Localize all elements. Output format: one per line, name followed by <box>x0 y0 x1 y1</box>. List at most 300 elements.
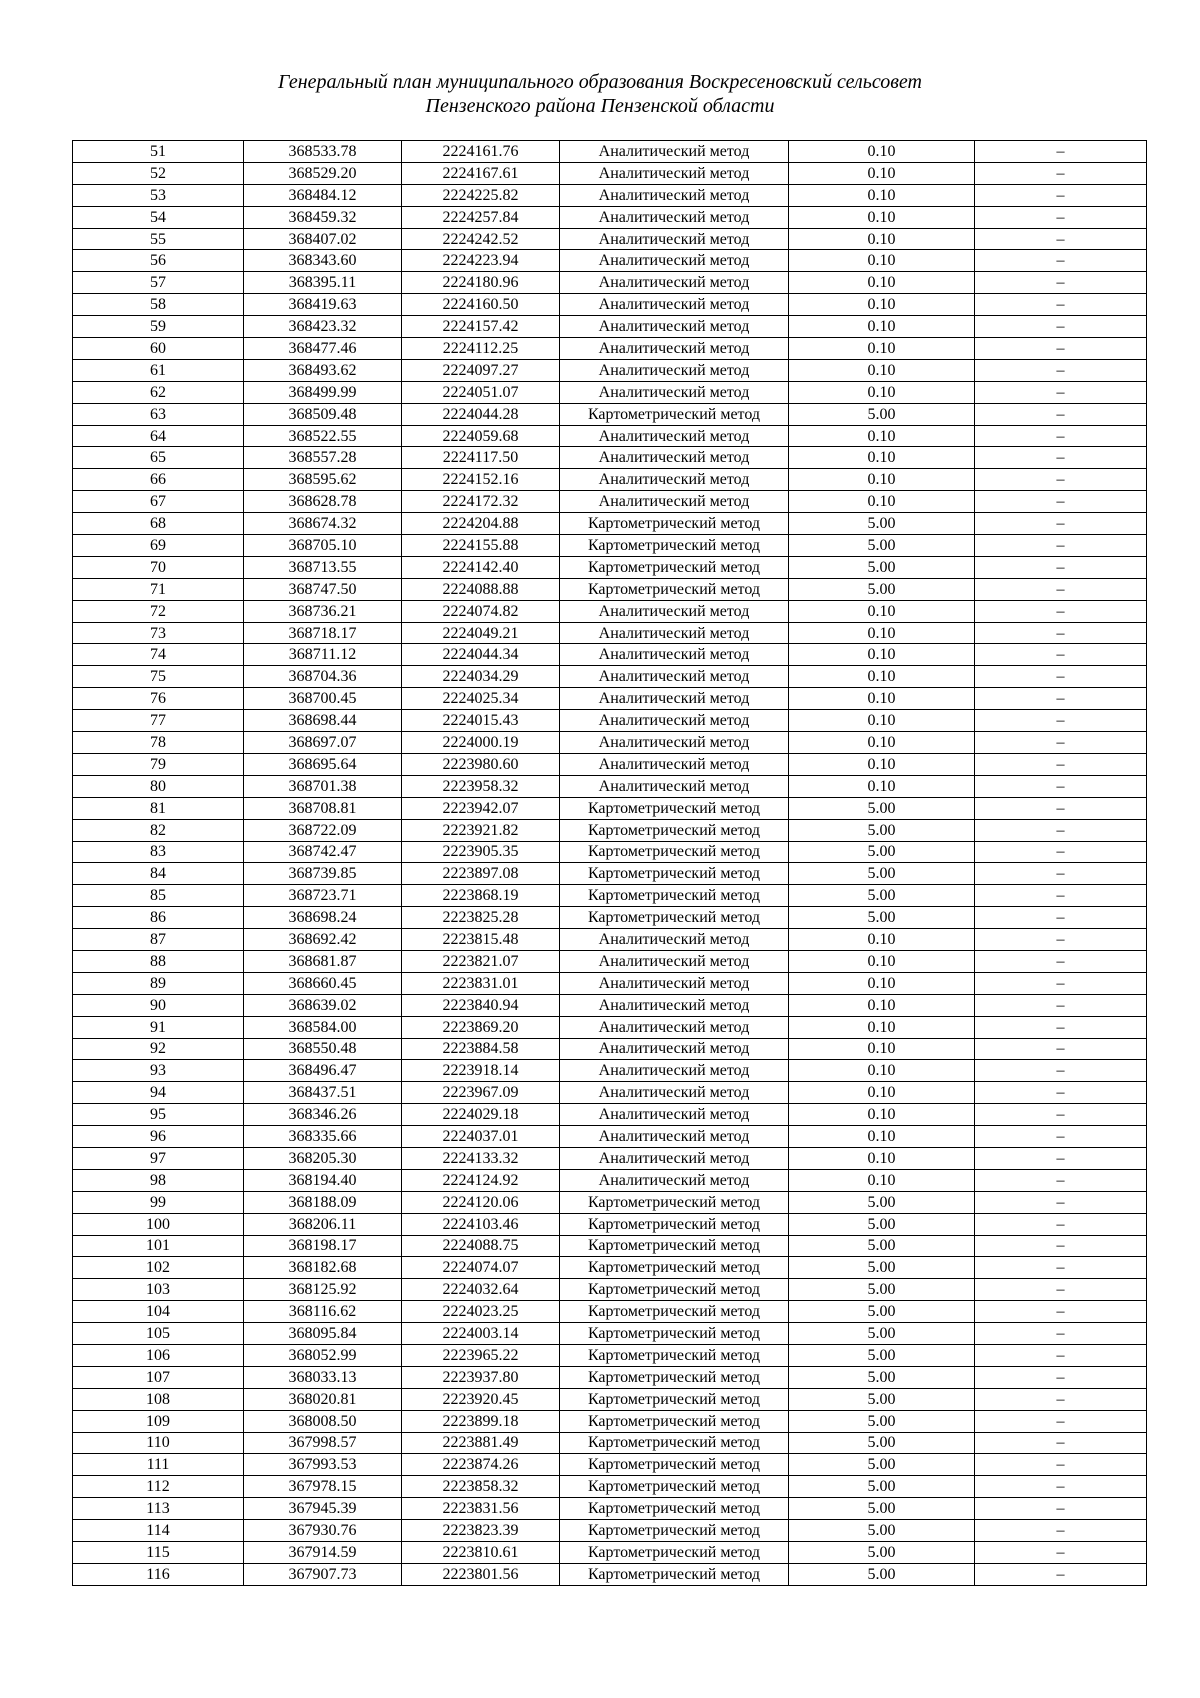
table-row <box>73 1366 1147 1388</box>
cell-note: – <box>975 1366 1147 1388</box>
cell-note: – <box>975 994 1147 1016</box>
cell-accuracy: 0.10 <box>789 972 975 994</box>
cell-coordinate-y: 2224157.42 <box>402 316 560 338</box>
cell-coordinate-x: 368346.26 <box>244 1104 402 1126</box>
cell-coordinate-y: 2223869.20 <box>402 1016 560 1038</box>
cell-method: Аналитический метод <box>560 294 789 316</box>
cell-method: Картометрический метод <box>560 578 789 600</box>
cell-note: – <box>975 622 1147 644</box>
cell-method: Аналитический метод <box>560 425 789 447</box>
cell-point-number: 99 <box>73 1191 244 1213</box>
cell-note: – <box>975 316 1147 338</box>
cell-coordinate-y: 2224172.32 <box>402 491 560 513</box>
cell-coordinate-y: 2223942.07 <box>402 797 560 819</box>
cell-coordinate-x: 368557.28 <box>244 447 402 469</box>
cell-note: – <box>975 600 1147 622</box>
cell-method: Аналитический метод <box>560 272 789 294</box>
cell-coordinate-y: 2223825.28 <box>402 907 560 929</box>
cell-accuracy: 5.00 <box>789 1498 975 1520</box>
cell-coordinate-x: 368522.55 <box>244 425 402 447</box>
cell-method: Аналитический метод <box>560 338 789 360</box>
cell-accuracy: 0.10 <box>789 1082 975 1104</box>
cell-accuracy: 5.00 <box>789 841 975 863</box>
cell-accuracy: 0.10 <box>789 250 975 272</box>
table-row <box>73 1279 1147 1301</box>
cell-accuracy: 0.10 <box>789 162 975 184</box>
cell-accuracy: 0.10 <box>789 228 975 250</box>
cell-method: Картометрический метод <box>560 535 789 557</box>
cell-point-number: 59 <box>73 316 244 338</box>
table-row <box>73 1016 1147 1038</box>
cell-accuracy: 0.10 <box>789 491 975 513</box>
cell-coordinate-x: 368008.50 <box>244 1410 402 1432</box>
cell-accuracy: 0.10 <box>789 775 975 797</box>
cell-note: – <box>975 1563 1147 1585</box>
cell-accuracy: 5.00 <box>789 1213 975 1235</box>
cell-coordinate-y: 2223810.61 <box>402 1542 560 1564</box>
cell-point-number: 93 <box>73 1060 244 1082</box>
cell-coordinate-y: 2224029.18 <box>402 1104 560 1126</box>
cell-point-number: 110 <box>73 1432 244 1454</box>
cell-note: – <box>975 1410 1147 1432</box>
cell-accuracy: 5.00 <box>789 535 975 557</box>
cell-coordinate-x: 368674.32 <box>244 513 402 535</box>
cell-note: – <box>975 206 1147 228</box>
cell-note: – <box>975 1126 1147 1148</box>
cell-accuracy: 5.00 <box>789 1410 975 1432</box>
cell-coordinate-y: 2224044.34 <box>402 644 560 666</box>
table-row <box>73 1235 1147 1257</box>
cell-coordinate-y: 2224204.88 <box>402 513 560 535</box>
cell-note: – <box>975 666 1147 688</box>
cell-method: Картометрический метод <box>560 1257 789 1279</box>
cell-note: – <box>975 1213 1147 1235</box>
cell-method: Аналитический метод <box>560 1147 789 1169</box>
cell-coordinate-x: 368509.48 <box>244 403 402 425</box>
cell-method: Картометрический метод <box>560 1301 789 1323</box>
cell-coordinate-y: 2223874.26 <box>402 1454 560 1476</box>
cell-point-number: 60 <box>73 338 244 360</box>
cell-coordinate-x: 368194.40 <box>244 1169 402 1191</box>
cell-method: Картометрический метод <box>560 1323 789 1345</box>
cell-point-number: 70 <box>73 556 244 578</box>
cell-coordinate-y: 2223897.08 <box>402 863 560 885</box>
cell-accuracy: 5.00 <box>789 797 975 819</box>
cell-coordinate-x: 367945.39 <box>244 1498 402 1520</box>
cell-coordinate-y: 2224180.96 <box>402 272 560 294</box>
cell-method: Картометрический метод <box>560 1410 789 1432</box>
cell-coordinate-x: 368484.12 <box>244 184 402 206</box>
cell-coordinate-x: 368639.02 <box>244 994 402 1016</box>
cell-accuracy: 0.10 <box>789 1169 975 1191</box>
table-row <box>73 994 1147 1016</box>
cell-method: Картометрический метод <box>560 819 789 841</box>
cell-point-number: 94 <box>73 1082 244 1104</box>
cell-accuracy: 5.00 <box>789 1542 975 1564</box>
cell-method: Картометрический метод <box>560 1213 789 1235</box>
cell-note: – <box>975 1323 1147 1345</box>
cell-method: Аналитический метод <box>560 359 789 381</box>
cell-point-number: 73 <box>73 622 244 644</box>
cell-coordinate-x: 367998.57 <box>244 1432 402 1454</box>
table-row <box>73 1213 1147 1235</box>
cell-method: Аналитический метод <box>560 447 789 469</box>
cell-accuracy: 0.10 <box>789 272 975 294</box>
cell-coordinate-x: 367914.59 <box>244 1542 402 1564</box>
cell-point-number: 67 <box>73 491 244 513</box>
cell-note: – <box>975 972 1147 994</box>
cell-note: – <box>975 1498 1147 1520</box>
cell-coordinate-y: 2223831.56 <box>402 1498 560 1520</box>
cell-coordinate-x: 368125.92 <box>244 1279 402 1301</box>
cell-coordinate-y: 2224015.43 <box>402 710 560 732</box>
cell-point-number: 86 <box>73 907 244 929</box>
cell-coordinate-y: 2223868.19 <box>402 885 560 907</box>
cell-coordinate-y: 2224000.19 <box>402 732 560 754</box>
cell-point-number: 57 <box>73 272 244 294</box>
table-row <box>73 1082 1147 1104</box>
cell-accuracy: 5.00 <box>789 819 975 841</box>
cell-coordinate-y: 2223921.82 <box>402 819 560 841</box>
cell-method: Картометрический метод <box>560 1476 789 1498</box>
cell-note: – <box>975 381 1147 403</box>
table-row <box>73 162 1147 184</box>
cell-coordinate-y: 2224225.82 <box>402 184 560 206</box>
cell-note: – <box>975 1257 1147 1279</box>
cell-coordinate-y: 2224152.16 <box>402 469 560 491</box>
table-row <box>73 1542 1147 1564</box>
cell-method: Картометрический метод <box>560 1388 789 1410</box>
cell-point-number: 108 <box>73 1388 244 1410</box>
cell-note: – <box>975 1060 1147 1082</box>
cell-point-number: 52 <box>73 162 244 184</box>
cell-method: Картометрический метод <box>560 1563 789 1585</box>
cell-note: – <box>975 929 1147 951</box>
cell-accuracy: 5.00 <box>789 1323 975 1345</box>
cell-method: Аналитический метод <box>560 1060 789 1082</box>
cell-accuracy: 0.10 <box>789 688 975 710</box>
cell-coordinate-y: 2224103.46 <box>402 1213 560 1235</box>
cell-method: Картометрический метод <box>560 556 789 578</box>
cell-coordinate-y: 2223918.14 <box>402 1060 560 1082</box>
cell-point-number: 54 <box>73 206 244 228</box>
cell-method: Картометрический метод <box>560 1191 789 1213</box>
cell-point-number: 101 <box>73 1235 244 1257</box>
cell-method: Аналитический метод <box>560 1038 789 1060</box>
cell-accuracy: 0.10 <box>789 644 975 666</box>
table-row <box>73 753 1147 775</box>
cell-coordinate-x: 368550.48 <box>244 1038 402 1060</box>
cell-point-number: 79 <box>73 753 244 775</box>
cell-point-number: 95 <box>73 1104 244 1126</box>
cell-coordinate-y: 2224088.88 <box>402 578 560 600</box>
cell-note: – <box>975 425 1147 447</box>
table-row <box>73 819 1147 841</box>
cell-coordinate-y: 2223881.49 <box>402 1432 560 1454</box>
cell-coordinate-y: 2224167.61 <box>402 162 560 184</box>
cell-point-number: 61 <box>73 359 244 381</box>
cell-coordinate-y: 2224257.84 <box>402 206 560 228</box>
cell-coordinate-x: 367907.73 <box>244 1563 402 1585</box>
cell-coordinate-y: 2224160.50 <box>402 294 560 316</box>
cell-coordinate-y: 2224037.01 <box>402 1126 560 1148</box>
table-row <box>73 1126 1147 1148</box>
table-row <box>73 1301 1147 1323</box>
cell-method: Аналитический метод <box>560 1126 789 1148</box>
cell-coordinate-y: 2224120.06 <box>402 1191 560 1213</box>
cell-note: – <box>975 447 1147 469</box>
cell-method: Аналитический метод <box>560 688 789 710</box>
table-row <box>73 381 1147 403</box>
table-row <box>73 1498 1147 1520</box>
cell-point-number: 112 <box>73 1476 244 1498</box>
table-row <box>73 1476 1147 1498</box>
cell-coordinate-x: 368496.47 <box>244 1060 402 1082</box>
cell-coordinate-y: 2224051.07 <box>402 381 560 403</box>
cell-coordinate-x: 368711.12 <box>244 644 402 666</box>
cell-note: – <box>975 907 1147 929</box>
table-row <box>73 929 1147 951</box>
cell-coordinate-x: 367930.76 <box>244 1520 402 1542</box>
cell-note: – <box>975 1235 1147 1257</box>
cell-method: Аналитический метод <box>560 1016 789 1038</box>
cell-coordinate-y: 2224025.34 <box>402 688 560 710</box>
cell-method: Аналитический метод <box>560 1082 789 1104</box>
cell-point-number: 96 <box>73 1126 244 1148</box>
cell-point-number: 104 <box>73 1301 244 1323</box>
cell-coordinate-x: 368747.50 <box>244 578 402 600</box>
table-row <box>73 1410 1147 1432</box>
cell-note: – <box>975 797 1147 819</box>
cell-note: – <box>975 1388 1147 1410</box>
cell-coordinate-x: 368723.71 <box>244 885 402 907</box>
cell-note: – <box>975 841 1147 863</box>
page-header <box>0 70 1200 118</box>
cell-method: Аналитический метод <box>560 184 789 206</box>
cell-coordinate-x: 368713.55 <box>244 556 402 578</box>
table-row <box>73 1104 1147 1126</box>
table-row <box>73 622 1147 644</box>
table-row <box>73 184 1147 206</box>
cell-coordinate-y: 2224223.94 <box>402 250 560 272</box>
table-row <box>73 535 1147 557</box>
cell-point-number: 62 <box>73 381 244 403</box>
cell-coordinate-y: 2224044.28 <box>402 403 560 425</box>
cell-method: Аналитический метод <box>560 732 789 754</box>
cell-method: Аналитический метод <box>560 710 789 732</box>
table-row <box>73 1454 1147 1476</box>
cell-accuracy: 5.00 <box>789 907 975 929</box>
table-row <box>73 1520 1147 1542</box>
cell-note: – <box>975 1147 1147 1169</box>
cell-coordinate-x: 368697.07 <box>244 732 402 754</box>
cell-coordinate-y: 2224242.52 <box>402 228 560 250</box>
cell-coordinate-x: 368701.38 <box>244 775 402 797</box>
cell-coordinate-x: 368708.81 <box>244 797 402 819</box>
cell-accuracy: 0.10 <box>789 666 975 688</box>
cell-coordinate-x: 368695.64 <box>244 753 402 775</box>
cell-note: – <box>975 1432 1147 1454</box>
cell-coordinate-x: 368742.47 <box>244 841 402 863</box>
cell-note: – <box>975 469 1147 491</box>
cell-note: – <box>975 535 1147 557</box>
cell-accuracy: 0.10 <box>789 359 975 381</box>
cell-method: Аналитический метод <box>560 1104 789 1126</box>
cell-coordinate-x: 368459.32 <box>244 206 402 228</box>
cell-note: – <box>975 1016 1147 1038</box>
cell-coordinate-x: 368188.09 <box>244 1191 402 1213</box>
cell-coordinate-y: 2223980.60 <box>402 753 560 775</box>
cell-method: Аналитический метод <box>560 316 789 338</box>
cell-coordinate-x: 368437.51 <box>244 1082 402 1104</box>
cell-note: – <box>975 556 1147 578</box>
cell-point-number: 111 <box>73 1454 244 1476</box>
cell-coordinate-x: 368533.78 <box>244 141 402 163</box>
table-row <box>73 972 1147 994</box>
cell-coordinate-y: 2224059.68 <box>402 425 560 447</box>
cell-coordinate-x: 368343.60 <box>244 250 402 272</box>
cell-coordinate-y: 2224133.32 <box>402 1147 560 1169</box>
cell-coordinate-y: 2224097.27 <box>402 359 560 381</box>
cell-note: – <box>975 753 1147 775</box>
cell-method: Картометрический метод <box>560 1344 789 1366</box>
cell-accuracy: 5.00 <box>789 1388 975 1410</box>
table-row <box>73 141 1147 163</box>
cell-note: – <box>975 491 1147 513</box>
table-row <box>73 688 1147 710</box>
cell-point-number: 58 <box>73 294 244 316</box>
cell-point-number: 80 <box>73 775 244 797</box>
cell-point-number: 89 <box>73 972 244 994</box>
table-row <box>73 1257 1147 1279</box>
cell-coordinate-x: 368020.81 <box>244 1388 402 1410</box>
cell-point-number: 81 <box>73 797 244 819</box>
cell-point-number: 107 <box>73 1366 244 1388</box>
cell-method: Картометрический метод <box>560 513 789 535</box>
cell-method: Аналитический метод <box>560 753 789 775</box>
table-row <box>73 775 1147 797</box>
table-row <box>73 206 1147 228</box>
cell-coordinate-x: 368493.62 <box>244 359 402 381</box>
cell-coordinate-y: 2224142.40 <box>402 556 560 578</box>
cell-method: Аналитический метод <box>560 622 789 644</box>
cell-point-number: 85 <box>73 885 244 907</box>
table-row <box>73 600 1147 622</box>
cell-point-number: 115 <box>73 1542 244 1564</box>
cell-coordinate-x: 368722.09 <box>244 819 402 841</box>
table-row <box>73 228 1147 250</box>
cell-method: Аналитический метод <box>560 775 789 797</box>
cell-method: Картометрический метод <box>560 403 789 425</box>
cell-note: – <box>975 1476 1147 1498</box>
cell-coordinate-x: 368335.66 <box>244 1126 402 1148</box>
cell-coordinate-x: 368718.17 <box>244 622 402 644</box>
cell-accuracy: 0.10 <box>789 184 975 206</box>
cell-note: – <box>975 1344 1147 1366</box>
cell-coordinate-x: 368116.62 <box>244 1301 402 1323</box>
table-row <box>73 250 1147 272</box>
cell-accuracy: 0.10 <box>789 1060 975 1082</box>
cell-note: – <box>975 294 1147 316</box>
cell-coordinate-y: 2224034.29 <box>402 666 560 688</box>
table-row <box>73 1147 1147 1169</box>
cell-accuracy: 0.10 <box>789 141 975 163</box>
cell-coordinate-y: 2223821.07 <box>402 950 560 972</box>
table-row <box>73 556 1147 578</box>
cell-accuracy: 5.00 <box>789 1279 975 1301</box>
cell-point-number: 65 <box>73 447 244 469</box>
cell-method: Аналитический метод <box>560 600 789 622</box>
cell-point-number: 82 <box>73 819 244 841</box>
cell-accuracy: 0.10 <box>789 1126 975 1148</box>
table-row <box>73 863 1147 885</box>
cell-coordinate-y: 2224161.76 <box>402 141 560 163</box>
cell-point-number: 102 <box>73 1257 244 1279</box>
cell-accuracy: 0.10 <box>789 338 975 360</box>
cell-point-number: 71 <box>73 578 244 600</box>
cell-method: Картометрический метод <box>560 1520 789 1542</box>
cell-coordinate-y: 2224155.88 <box>402 535 560 557</box>
cell-note: – <box>975 1542 1147 1564</box>
table-row <box>73 1038 1147 1060</box>
cell-point-number: 74 <box>73 644 244 666</box>
cell-point-number: 114 <box>73 1520 244 1542</box>
table-row <box>73 578 1147 600</box>
cell-coordinate-y: 2223823.39 <box>402 1520 560 1542</box>
cell-note: – <box>975 1279 1147 1301</box>
cell-method: Картометрический метод <box>560 1432 789 1454</box>
cell-accuracy: 5.00 <box>789 885 975 907</box>
cell-method: Картометрический метод <box>560 1235 789 1257</box>
cell-coordinate-y: 2224032.64 <box>402 1279 560 1301</box>
cell-coordinate-y: 2224074.07 <box>402 1257 560 1279</box>
cell-accuracy: 0.10 <box>789 622 975 644</box>
cell-coordinate-x: 368395.11 <box>244 272 402 294</box>
cell-coordinate-y: 2223831.01 <box>402 972 560 994</box>
cell-note: – <box>975 403 1147 425</box>
cell-point-number: 55 <box>73 228 244 250</box>
table-row <box>73 644 1147 666</box>
cell-method: Аналитический метод <box>560 141 789 163</box>
cell-note: – <box>975 710 1147 732</box>
cell-coordinate-x: 368182.68 <box>244 1257 402 1279</box>
cell-point-number: 66 <box>73 469 244 491</box>
table-row <box>73 1432 1147 1454</box>
cell-point-number: 91 <box>73 1016 244 1038</box>
cell-coordinate-y: 2224088.75 <box>402 1235 560 1257</box>
cell-method: Аналитический метод <box>560 666 789 688</box>
cell-note: – <box>975 162 1147 184</box>
cell-coordinate-x: 368692.42 <box>244 929 402 951</box>
cell-accuracy: 5.00 <box>789 1454 975 1476</box>
cell-coordinate-x: 368705.10 <box>244 535 402 557</box>
table-row <box>73 359 1147 381</box>
table-row <box>73 710 1147 732</box>
cell-method: Картометрический метод <box>560 863 789 885</box>
cell-note: – <box>975 228 1147 250</box>
cell-coordinate-x: 368595.62 <box>244 469 402 491</box>
coordinates-table-body <box>73 141 1147 1586</box>
cell-note: – <box>975 1104 1147 1126</box>
cell-note: – <box>975 359 1147 381</box>
cell-coordinate-x: 368698.44 <box>244 710 402 732</box>
cell-note: – <box>975 141 1147 163</box>
cell-note: – <box>975 819 1147 841</box>
table-row <box>73 513 1147 535</box>
cell-coordinate-x: 368681.87 <box>244 950 402 972</box>
cell-note: – <box>975 513 1147 535</box>
cell-method: Аналитический метод <box>560 206 789 228</box>
